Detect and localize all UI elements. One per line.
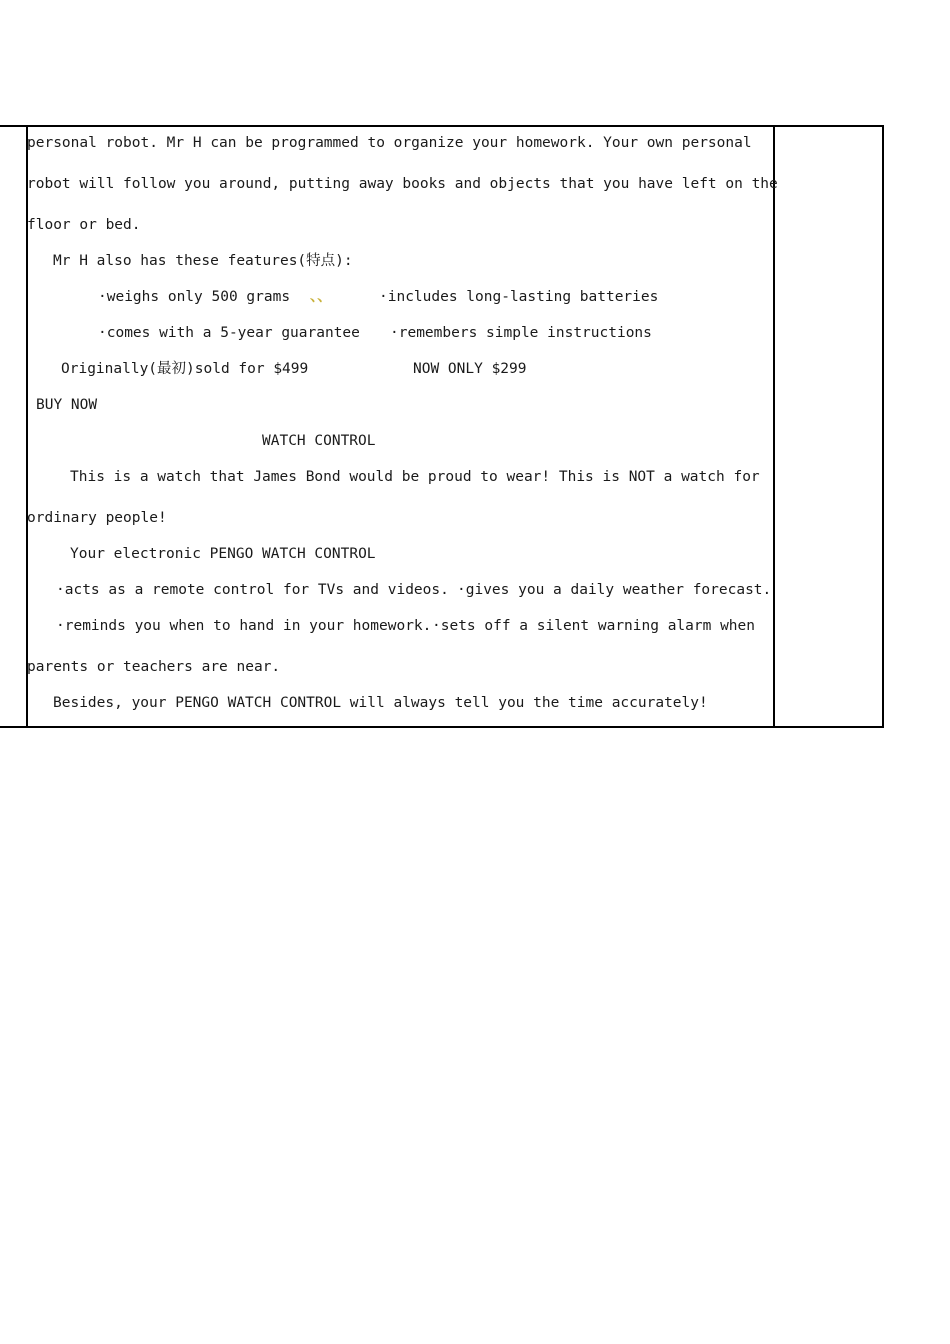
table-cell-left: [0, 125, 28, 728]
text-line: floor or bed.: [27, 217, 141, 233]
document-table: [0, 125, 884, 728]
sale-price: NOW ONLY $299: [413, 361, 527, 377]
text-line: Besides, your PENGO WATCH CONTROL will always tell you the time accurately!: [53, 695, 708, 711]
feature-item: ·weighs only 500 grams: [98, 289, 291, 305]
stray-mark: 、、: [310, 289, 332, 305]
section-title: WATCH CONTROL: [262, 433, 376, 449]
buy-now-text: BUY NOW: [36, 397, 98, 413]
text-line: robot will follow you around, putting away books and objects that you have left on the: [27, 176, 778, 192]
text-line: personal robot. Mr H can be programmed to organize your homework. Your own personal: [27, 135, 752, 151]
feature-item: ·sets off a silent warning alarm when: [432, 618, 756, 634]
feature-item: ·comes with a 5-year guarantee: [98, 325, 360, 341]
text-line: Your electronic PENGO WATCH CONTROL: [70, 546, 376, 562]
feature-item: ·remembers simple instructions: [390, 325, 652, 341]
text-line: This is a watch that James Bond would be proud to wear! This is NOT a watch for: [70, 469, 760, 485]
text-line: ordinary people!: [27, 510, 167, 526]
text-line: parents or teachers are near.: [27, 659, 281, 675]
feature-item: ·gives you a daily weather forecast.: [457, 582, 772, 598]
feature-item: ·reminds you when to hand in your homework.: [56, 618, 432, 634]
table-cell-right: [775, 125, 884, 728]
feature-item: ·acts as a remote control for TVs and videos.: [56, 582, 449, 598]
original-price: Originally(最初)sold for $499: [61, 361, 309, 377]
feature-item: ·includes long-lasting batteries: [379, 289, 659, 305]
features-heading: Mr H also has these features(特点):: [53, 253, 353, 269]
table-cell-content: [26, 125, 778, 728]
